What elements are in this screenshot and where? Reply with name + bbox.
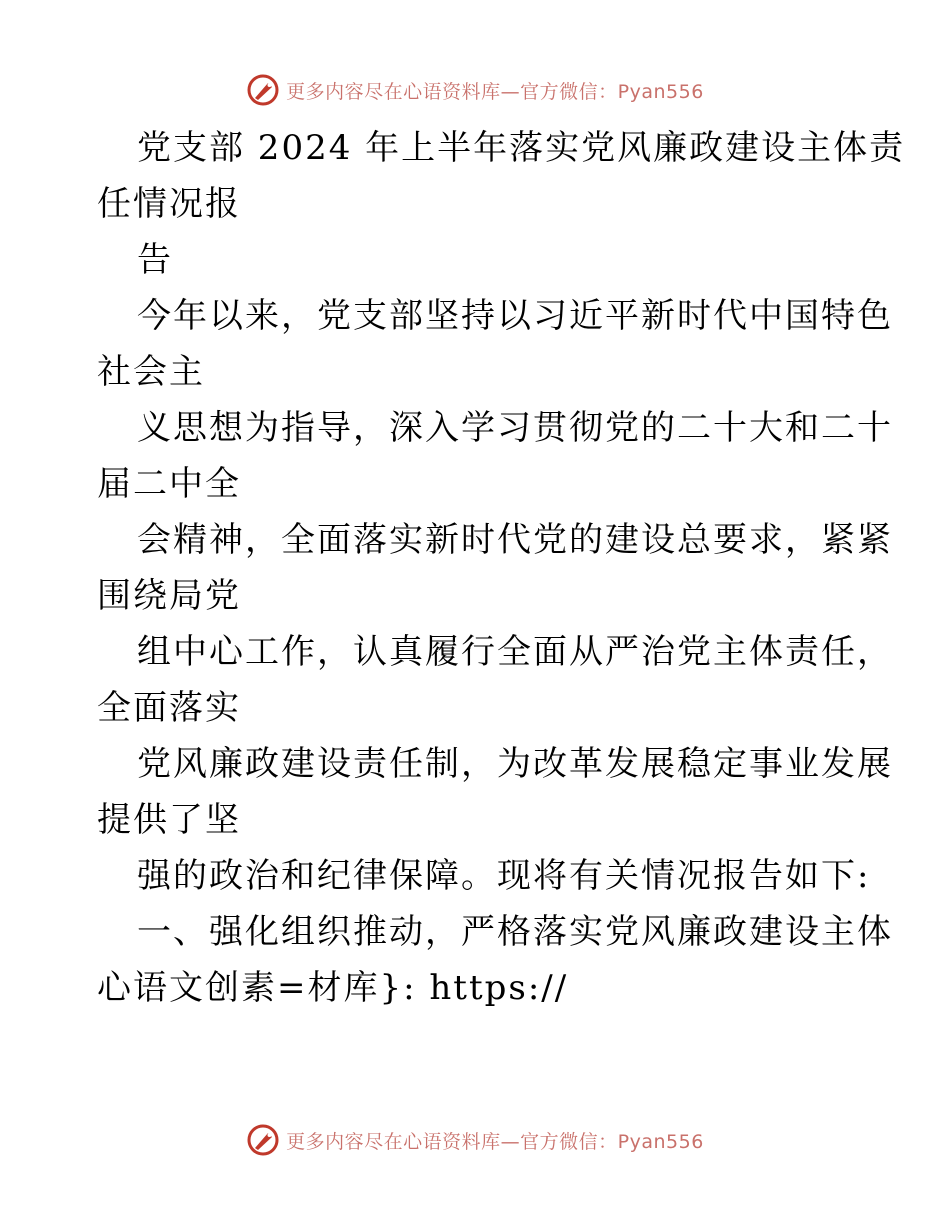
text-line: 会精神，全面落实新时代党的建设总要求，紧紧 [137,520,893,560]
watermark-text: 更多内容尽在心语资料库—官方微信：Pyan556 [286,80,704,103]
text-line: 提供了坚 [97,800,241,840]
header-watermark [0,70,950,110]
text-line: 围绕局党 [97,576,241,616]
document-body [97,120,906,1016]
text-line: 告 [137,240,173,280]
text-line: 组中心工作，认真履行全面从严治党主体责任， [137,632,893,672]
text-line: 强的政治和纪律保障。现将有关情况报告如下: [137,856,871,896]
pen-nib-logo-icon [246,73,280,107]
text-line: 一、强化组织推动，严格落实党风廉政建设主体 [137,912,893,952]
text-line: 全面落实 [97,688,241,728]
text-line: 心语文创素=材库}: https:// [97,968,569,1008]
watermark-text: 更多内容尽在心语资料库—官方微信：Pyan556 [286,1130,704,1153]
text-line: 党风廉政建设责任制，为改革发展稳定事业发展 [137,744,893,784]
footer-watermark [0,1120,950,1160]
text-line: 义思想为指导，深入学习贯彻党的二十大和二十 [137,408,893,448]
text-line: 任情况报 [97,184,241,224]
text-line: 党支部 2024 年上半年落实党风廉政建设主体责 [137,128,906,168]
text-line: 社会主 [97,352,205,392]
text-line: 今年以来，党支部坚持以习近平新时代中国特色 [137,296,893,336]
text-line: 届二中全 [97,464,241,504]
pen-nib-logo-icon [246,1123,280,1157]
